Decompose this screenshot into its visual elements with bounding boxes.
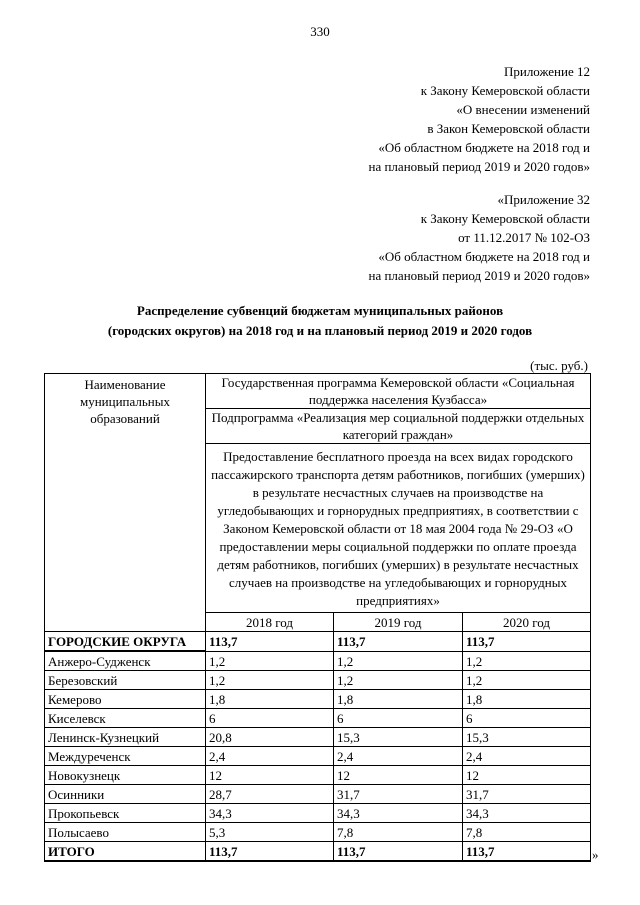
row-name: Междуреченск (45, 747, 206, 766)
cell-2019: 31,7 (334, 785, 463, 804)
header-municipality: Наименование муниципальных образований (45, 374, 206, 632)
header-subprogram: Подпрограмма «Реализация мер социальной поддержки отдельных категорий граждан» (206, 409, 591, 444)
title-line: (городских округов) на 2018 год и на плановый период 2019 и 2020 годов (107, 323, 533, 338)
cell-2018: 28,7 (206, 785, 334, 804)
cell-2018: 113,7 (206, 632, 334, 652)
cell-2018: 2,4 (206, 747, 334, 766)
cell-2018: 5,3 (206, 823, 334, 842)
title-line: Распределение субвенций бюджетам муниципальных районов (136, 303, 504, 318)
cell-2019: 6 (334, 709, 463, 728)
cell-2019: 1,2 (334, 651, 463, 671)
cell-2018: 34,3 (206, 804, 334, 823)
cell-2019: 113,7 (334, 842, 463, 862)
cell-2020: 1,2 (463, 671, 591, 690)
table-row-group (45, 632, 591, 652)
annex-line: в Закон Кемеровской области (427, 121, 590, 136)
annex-line: Приложение 12 (503, 64, 590, 79)
cell-2019: 2,4 (334, 747, 463, 766)
table-row (45, 651, 591, 671)
annex-line: к Закону Кемеровской области (420, 211, 590, 226)
cell-2020: 1,8 (463, 690, 591, 709)
table-row (45, 804, 591, 823)
row-name: Прокопьевск (45, 804, 206, 823)
header-program: Государственная программа Кемеровской области «Социальная поддержка населения Кузбасса» (206, 374, 591, 409)
cell-2019: 34,3 (334, 804, 463, 823)
annex-line: «Приложение 32 (497, 192, 590, 207)
subventions-table (44, 373, 591, 862)
row-name: Полысаево (45, 823, 206, 842)
row-name: ИТОГО (45, 842, 206, 862)
annex-line: от 11.12.2017 № 102-ОЗ (458, 230, 590, 245)
cell-2019: 1,8 (334, 690, 463, 709)
header-year-2019: 2019 год (334, 613, 463, 632)
cell-2018: 20,8 (206, 728, 334, 747)
annex-line: на плановый период 2019 и 2020 годов» (368, 268, 590, 283)
cell-2018: 12 (206, 766, 334, 785)
cell-2019: 113,7 (334, 632, 463, 652)
table-row (45, 747, 591, 766)
table-row (45, 823, 591, 842)
table-row (45, 766, 591, 785)
row-name: Березовский (45, 671, 206, 690)
header-measure: Предоставление бесплатного проезда на всех видах городского пассажирского транспорта детям работников, погибших (умерших) в результате несчастных случаев на производстве на угледобывающих и горнорудных предприятиях, в соответствии с Законом Кемеровской области от 18 мая 2004 года № 29-ОЗ «О предоставлении меры социальной поддержки по оплате проезда детям работников, погибших (умерших) в результате несчастных случаев на производстве на угледобывающих и горнорудных предприятиях» (206, 444, 591, 613)
cell-2020: 7,8 (463, 823, 591, 842)
cell-2020: 6 (463, 709, 591, 728)
units-label: (тыс. руб.) (530, 358, 588, 373)
cell-2020: 15,3 (463, 728, 591, 747)
annex-header-first (369, 62, 591, 176)
annex-line: «Об областном бюджете на 2018 год и (378, 249, 590, 264)
document-title (0, 301, 640, 341)
table-row (45, 671, 591, 690)
cell-2020: 12 (463, 766, 591, 785)
table-row (45, 785, 591, 804)
cell-2018: 1,2 (206, 671, 334, 690)
cell-2018: 113,7 (206, 842, 334, 862)
row-name: Ленинск-Кузнецкий (45, 728, 206, 747)
cell-2020: 34,3 (463, 804, 591, 823)
page-number: 330 (310, 24, 330, 39)
closing-quote: » (592, 847, 599, 862)
cell-2018: 1,2 (206, 651, 334, 671)
annex-line: «О внесении изменений (456, 102, 590, 117)
table-row-total (45, 842, 591, 862)
cell-2020: 113,7 (463, 632, 591, 652)
row-name: Анжеро-Судженск (45, 651, 206, 671)
annex-header-second (369, 190, 591, 285)
cell-2019: 12 (334, 766, 463, 785)
header-year-2020: 2020 год (463, 613, 591, 632)
row-name: Новокузнецк (45, 766, 206, 785)
header-year-2018: 2018 год (206, 613, 334, 632)
cell-2020: 31,7 (463, 785, 591, 804)
row-name: Киселевск (45, 709, 206, 728)
annex-line: к Закону Кемеровской области (420, 83, 590, 98)
annex-line: «Об областном бюджете на 2018 год и (378, 140, 590, 155)
row-name: Осинники (45, 785, 206, 804)
cell-2019: 7,8 (334, 823, 463, 842)
table-row (45, 728, 591, 747)
table-row (45, 690, 591, 709)
cell-2019: 15,3 (334, 728, 463, 747)
row-name: Кемерово (45, 690, 206, 709)
cell-2020: 113,7 (463, 842, 591, 862)
cell-2020: 1,2 (463, 651, 591, 671)
cell-2018: 1,8 (206, 690, 334, 709)
row-name: ГОРОДСКИЕ ОКРУГА (45, 632, 206, 652)
table-row (45, 709, 591, 728)
cell-2019: 1,2 (334, 671, 463, 690)
cell-2020: 2,4 (463, 747, 591, 766)
cell-2018: 6 (206, 709, 334, 728)
annex-line: на плановый период 2019 и 2020 годов» (368, 159, 590, 174)
